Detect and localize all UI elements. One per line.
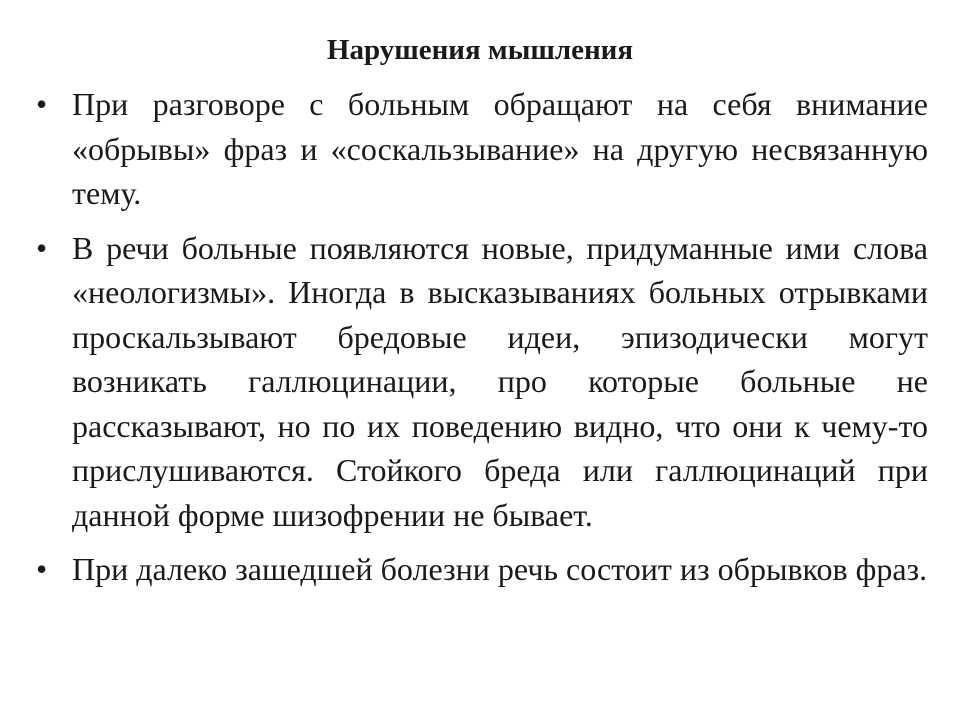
- bullet-item-3: [28, 547, 928, 592]
- bullet-icon: •: [36, 551, 48, 587]
- bullet-text-1: При разговоре с больным обращают на себя внимание «обрывы» фраз и «соскальзывание» на другую несвязанную тему.: [72, 86, 928, 211]
- bullet-list: [28, 82, 928, 602]
- slide-title: Нарушения мышления: [326, 34, 634, 66]
- bullet-item-1: [28, 82, 928, 216]
- bullet-text-2: В речи больные появляются новые, придуманные ими слова «неологизмы». Иногда в высказываниях больных отрывками проскальзывают бредовые идеи, эпизодически могут возникать галлюцинации, про которые больные не рассказывают, но по их поведению видно, что они к чему-то прислушиваются. Стойкого бреда или галлюцинаций при данной форме шизофрении не бывает.: [72, 229, 928, 533]
- bullet-icon: •: [36, 86, 48, 122]
- bullet-icon: •: [36, 229, 48, 266]
- bullet-text-3: При далеко зашедшей болезни речь состоит из обрывков фраз.: [72, 551, 928, 587]
- bullet-item-2: [28, 226, 928, 538]
